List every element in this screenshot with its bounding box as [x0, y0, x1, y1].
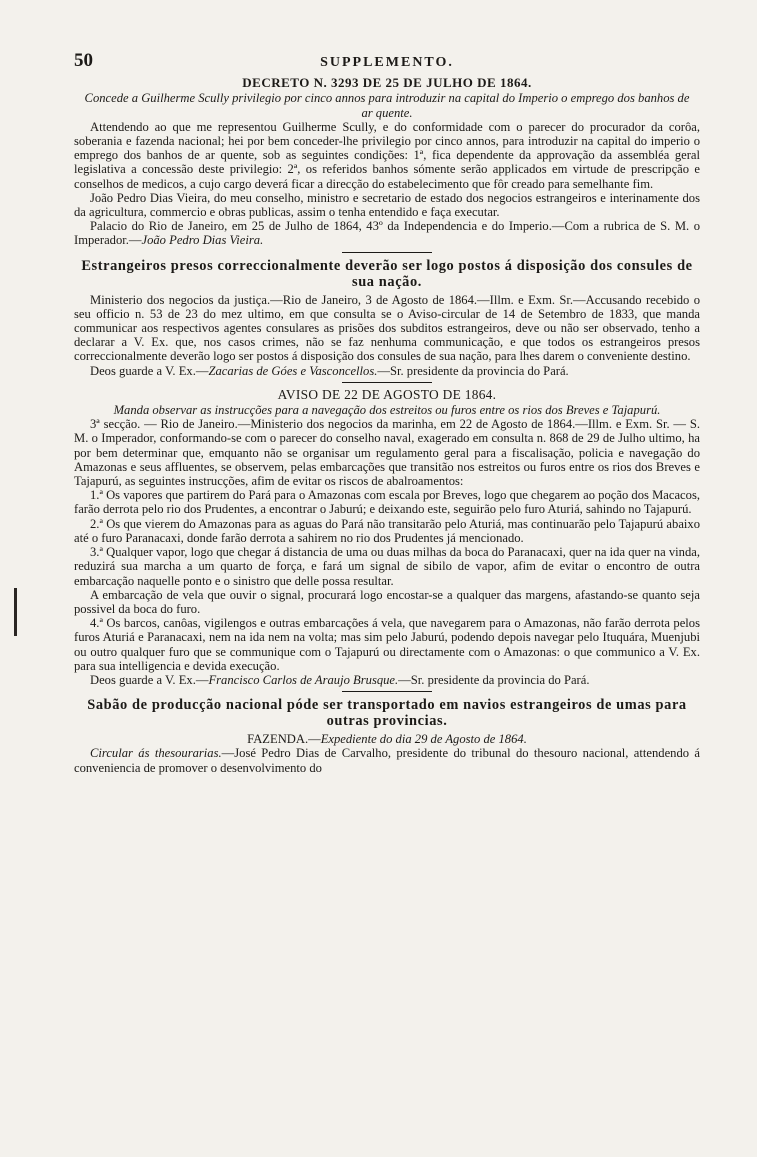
decree-closing: [74, 219, 700, 247]
aviso-intro: 3ª secção. — Rio de Janeiro.—Ministerio dos negocios da marinha, em 22 de Agosto de 1864.—Illm. e Exm. Sr. — S. M. o Imperador, conformando-se com o parecer do conselho naval, exagerado em consulta n. 868 de 29 de Julho ultimo, ha por bem determinar que, emquanto não se organisar um regulamento geral para a fiscalisação, policia e navegação do Amazonas e seus affluentes, se observem, pelas embarcações que transitão nos estreitos ou furos entre os rios dos Breves e Tajapurú, as seguintes instrucções, afim de evitar os riscos de abalroamentos:: [74, 417, 700, 489]
aviso-subtitle: Manda observar as instrucções para a navegação dos estreitos ou furos entre os rios dos Breves e Tajapurú.: [113, 403, 661, 418]
fazenda-label: FAZENDA.—: [247, 732, 321, 747]
section2-paragraph: Ministerio dos negocios da justiça.—Rio de Janeiro, 3 de Agosto de 1864.—Illm. e Exm. Sr.—Accusando recebido o seu officio n. 53 de 23 do mez ultimo, em que consulta se o Aviso-circular de 14 de Setembro de 1833, que manda communicar aos respectivos agentes consulares as prisões dos subditos estrangeiros, deve ou não ser observado, tenho a declarar a V. Ex. que, nos casos crimes, não se faz nenhuma communicação, e que todos os estrangeiros presos correccionalmente deverão logo ser postos á disposição dos consules de sua nação, para lhes darem o conveniente destino.: [74, 292, 700, 364]
section-heading-estrangeiros: Estrangeiros presos correccionalmente deverão ser logo postos á disposição dos consules de sua nação.: [81, 257, 693, 290]
margin-mark: [14, 588, 17, 636]
aviso-item-4: 4.ª Os barcos, canôas, vigilengos e outras embarcações á vela, que navegarem para o Amazonas, não farão derrota pelos furos Aturiá e Paranacaxi, nem na ida nem na volta; mas sim pelo Jaburú, podendo depois navegar pelo Ituquára, Muenjubi ou outro qualquer furo que se communique com o Tajapurú ou directamente com o Amazonas: o que communico a V. Ex. para sua intelligencia e devida execução.: [74, 616, 700, 673]
page-number: 50: [74, 50, 93, 71]
decree-paragraph-1: Attendendo ao que me representou Guilherme Scully, e do conformidade com o parecer do procurador da corôa, soberania e fazenda nacional; hei por bem conceder-lhe privilegio por cinco annos, para introduzir na capital do imperio o emprego dos banhos de ar quente, sob as seguintes condições: 1ª, fica dependente da approvação da assembléa geral legislativa a concessão deste privilegio: 2ª, os referidos banhos sómente serão applicados em virtude de prescripção e conselhos de medicos, a cujo cargo deverá ficar a direcção do estabelecimento que fôr creado para semelhante fim.: [74, 119, 700, 191]
decree-subtitle: Concede a Guilherme Scully privilegio por cinco annos para introduzir na capital do Imperio o emprego dos banhos de ar quente.: [84, 91, 690, 120]
section2-signature: Zacarias de Góes e Vasconcellos.: [208, 363, 378, 378]
divider: [342, 691, 432, 692]
section-heading-sabao: Sabão de producção nacional póde ser transportado em navios estrangeiros de umas para outras provincias.: [87, 697, 687, 730]
fazenda-line: [74, 732, 700, 746]
section2-closing-b: —Sr. presidente da provincia do Pará.: [377, 363, 569, 378]
aviso-item-2: 2.ª Os que vierem do Amazonas para as aguas do Pará não transitarão pelo Aturiá, mas continuarão pelo Tajapurú abaixo até o furo Paranacaxi, donde farão derrota a sahirem no rio dos Prudentes já mencionado.: [74, 516, 700, 545]
fazenda-date: Expediente do dia 29 de Agosto de 1864.: [320, 732, 527, 747]
section2-closing: [74, 364, 700, 378]
document-page: [74, 50, 700, 775]
divider: [342, 382, 432, 383]
decree-signature: João Pedro Dias Vieira.: [141, 233, 264, 248]
divider: [342, 252, 432, 253]
aviso-title: AVISO DE 22 DE AGOSTO DE 1864.: [277, 386, 497, 402]
circular-paragraph: [74, 746, 700, 774]
aviso-item-3b: A embarcação de vela que ouvir o signal, procurará logo encostar-se a qualquer das margens, afastando-se quanto seja possivel da boca do furo.: [74, 587, 700, 616]
aviso-closing-a: Deos guarde a V. Ex.—: [90, 672, 209, 687]
running-title: SUPPLEMENTO.: [320, 55, 454, 70]
aviso-signature: Francisco Carlos de Araujo Brusque.: [208, 672, 399, 687]
section2-closing-a: Deos guarde a V. Ex.—: [90, 363, 209, 378]
aviso-closing-b: —Sr. presidente da provincia do Pará.: [398, 672, 590, 687]
aviso-closing: [74, 673, 700, 687]
decree-closing-text: Palacio do Rio de Janeiro, em 25 de Julho de 1864, 43º da Independencia e do Imperio.—Com a rubrica de S. M. o Imperador.—: [74, 219, 700, 248]
decree-paragraph-2: João Pedro Dias Vieira, do meu conselho, ministro e secretario de estado dos negocios estrangeiros e interinamente dos da agricultura, commercio e obras publicas, assim o tenha entendido e faça executar.: [74, 190, 700, 220]
aviso-item-3: 3.ª Qualquer vapor, logo que chegar á distancia de uma ou duas milhas da boca do Paranacaxi, quer na ida quer na vinda, reduzirá sua marcha a um quarto de força, e fará um signal de sibilo de vapor, afim de evitar o encontro de outra embarcação naquelle ponto e o sinistro que delle possa resultar.: [74, 545, 700, 588]
circular-label: Circular ás thesourarias.: [90, 746, 222, 761]
decree-title: DECRETO N. 3293 DE 25 DE JULHO DE 1864.: [242, 75, 532, 91]
circular-text: —José Pedro Dias de Carvalho, presidente do tribunal do thesouro nacional, attendendo á conveniencia de promover o desenvolvimento do: [74, 746, 700, 775]
aviso-item-1: 1.ª Os vapores que partirem do Pará para o Amazonas com escala por Breves, logo que chegarem ao poção dos Macacos, farão derrota pelo rio dos Prudentes, a encontrar o Jaburú; e deixando este, seguirão pelo furo Aturiá, sahindo no Tajapurú.: [74, 488, 700, 517]
page-header: [74, 50, 700, 71]
